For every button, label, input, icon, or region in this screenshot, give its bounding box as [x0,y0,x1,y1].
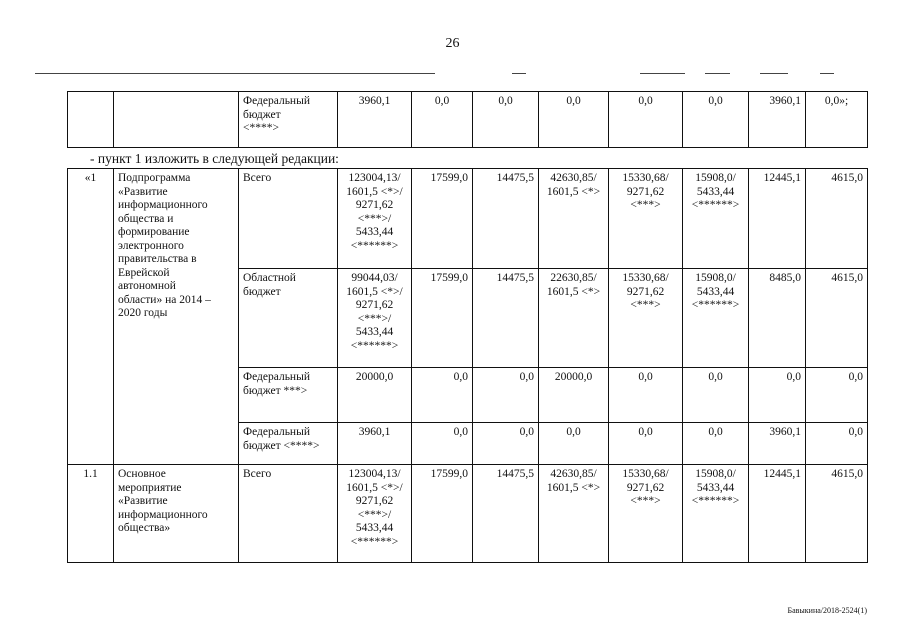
source-cell: Федеральный бюджет <****> [239,423,338,465]
value-cell: 0,0 [609,423,683,465]
value-cell: 42630,85/ 1601,5 <*> [539,169,609,269]
value-cell: 3960,1 [338,423,412,465]
number-cell [68,92,114,148]
value-cell: 4615,0 [806,169,868,269]
program-number: «1 [68,169,114,465]
page-number: 26 [445,36,460,51]
value-cell: 0,0 [806,368,868,423]
value-cell: 0,0 [539,423,609,465]
value-cell: 0,0»; [806,92,868,148]
source-cell: Федеральный бюджет <****> [239,92,338,148]
value-cell: 12445,1 [749,169,806,269]
header-rule [760,73,788,74]
value-cell: 99044,03/ 1601,5 <*>/ 9271,62 <***>/ 5433,44 <******> [338,269,412,368]
table-row [68,465,868,563]
value-cell: 0,0 [683,368,749,423]
header-rule [640,73,685,74]
value-cell: 12445,1 [749,465,806,563]
value-cell: 0,0 [473,423,539,465]
instruction-text: - пункт 1 изложить в следующей редакции: [90,151,339,166]
source-cell: Всего [239,465,338,563]
program-name: Подпрограмма «Развитие информационного общества и формирование электронного правительства в Еврейской автономной области» на 2014 – 2020 годы [114,169,239,465]
source-cell: Всего [239,169,338,269]
value-cell: 22630,85/ 1601,5 <*> [539,269,609,368]
value-cell: 0,0 [749,368,806,423]
value-cell: 0,0 [683,423,749,465]
header-rule [820,73,834,74]
value-cell: 17599,0 [412,465,473,563]
value-cell: 15330,68/ 9271,62 <***> [609,169,683,269]
value-cell: 17599,0 [412,269,473,368]
value-cell: 14475,5 [473,269,539,368]
value-cell: 17599,0 [412,169,473,269]
value-cell: 0,0 [609,92,683,148]
header-rule [705,73,730,74]
value-cell: 4615,0 [806,269,868,368]
source-cell: Федеральный бюджет ***> [239,368,338,423]
value-cell: 0,0 [412,92,473,148]
value-cell: 0,0 [609,368,683,423]
activity-number: 1.1 [68,465,114,563]
value-cell: 0,0 [473,368,539,423]
value-cell: 15330,68/ 9271,62 <***> [609,269,683,368]
source-cell: Областной бюджет [239,269,338,368]
value-cell: 0,0 [539,92,609,148]
value-cell: 15908,0/ 5433,44 <******> [683,269,749,368]
value-cell: 123004,13/ 1601,5 <*>/ 9271,62 <***>/ 5433,44 <******> [338,465,412,563]
value-cell: 14475,5 [473,169,539,269]
table-row [68,169,868,269]
value-cell: 14475,5 [473,465,539,563]
header-rule [35,73,435,74]
value-cell: 4615,0 [806,465,868,563]
value-cell: 20000,0 [539,368,609,423]
value-cell: 3960,1 [749,423,806,465]
value-cell: 8485,0 [749,269,806,368]
header-rule [512,73,526,74]
value-cell: 3960,1 [749,92,806,148]
value-cell: 0,0 [683,92,749,148]
value-cell: 0,0 [473,92,539,148]
value-cell: 42630,85/ 1601,5 <*> [539,465,609,563]
value-cell: 0,0 [806,423,868,465]
value-cell: 0,0 [412,368,473,423]
table-row [68,92,868,148]
value-cell: 15908,0/ 5433,44 <******> [683,465,749,563]
value-cell: 15330,68/ 9271,62 <***> [609,465,683,563]
document-code: Бавыкина/2018-2524(1) [787,606,867,615]
name-cell [114,92,239,148]
value-cell: 20000,0 [338,368,412,423]
funding-table-continued [67,91,868,148]
value-cell: 123004,13/ 1601,5 <*>/ 9271,62 <***>/ 5433,44 <******> [338,169,412,269]
value-cell: 15908,0/ 5433,44 <******> [683,169,749,269]
activity-name: Основное мероприятие «Развитие информационного общества» [114,465,239,563]
value-cell: 0,0 [412,423,473,465]
value-cell: 3960,1 [338,92,412,148]
funding-table [67,168,868,563]
